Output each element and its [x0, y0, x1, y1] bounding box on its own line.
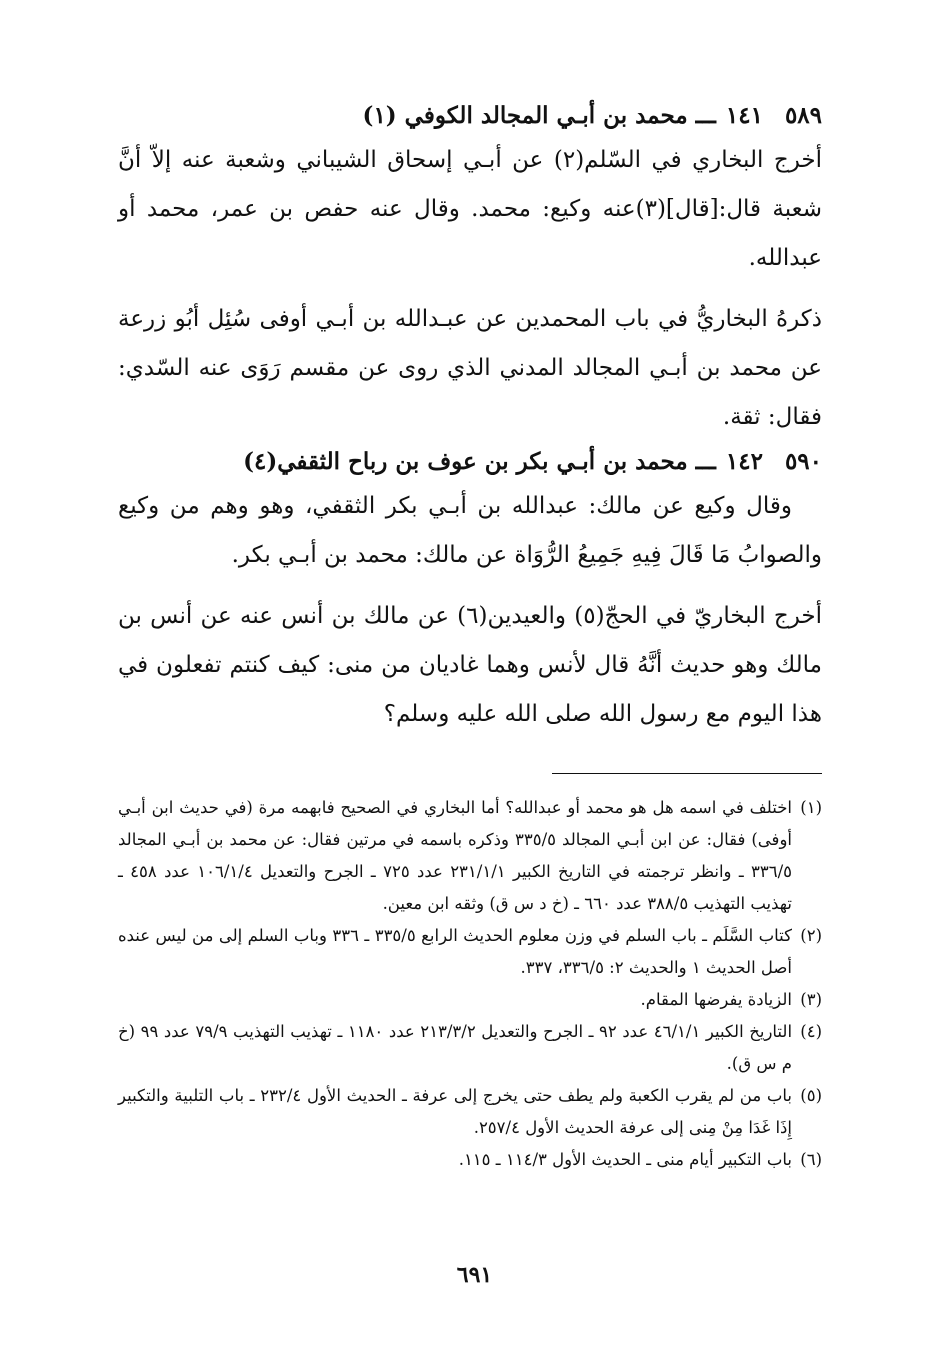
footnote-text: باب التكبير أيام منى ـ الحديث الأول ١١٤/٣ ـ ١١٥.	[458, 1150, 792, 1169]
footnote	[118, 984, 822, 1016]
entry-title: ـــ محمد بن أبـي بكر بن عوف بن رباح الثقفي(٤)	[243, 448, 716, 475]
footnote-marker: (٤)	[800, 1022, 822, 1041]
entry-589	[118, 96, 822, 442]
footnotes	[118, 792, 822, 1176]
footnote-marker: (٦)	[800, 1150, 822, 1169]
footnote-marker: (٥)	[800, 1086, 822, 1105]
footnote-divider	[552, 773, 822, 774]
entry-title: ـــ محمد بن أبـي المجالد الكوفي (١)	[362, 102, 716, 129]
footnote-marker: (٢)	[800, 926, 822, 945]
entry-number: ٥٨٩	[784, 102, 822, 129]
entry-590	[118, 442, 822, 739]
footnote	[118, 792, 822, 920]
footnote-text: اختلف في اسمه هل هو محمد أو عبدالله؟ أما البخاري في الصحيح فابهمه مرة (في حديث ابن أبـي أوفى) فقال: عن ابن أبـي المجالد ٣٣٥/٥ وذكره باسمه في مرتين فقال: عن محمد بن أبـي المجالد ٣٣٦/٥ ـ وانظر ترجمته في التاريخ الكبير ٢٣١/١/١ عدد ٧٢٥ ـ الجرح والتعديل ١٠٦/١/٤ عدد ٤٥٨ ـ تهذيب التهذيب ٣٨٨/٥ عدد ٦٦٠ ـ (خ د س ق) وثقه ابن معين.	[118, 798, 793, 913]
footnote	[118, 920, 822, 984]
paragraph: أخرج البخاري في السّلم(٢) عن أبـي إسحاق الشيباني وشعبة عنه إلاّ أنَّ شعبة قال:[قال](٣)عنه وكيع: محمد. وقال عنه حفص بن عمر، محمد أو عبدالله.	[118, 147, 823, 271]
footnote-text: كتاب السَّلَم ـ باب السلم في وزن معلوم الحديث الرابع ٣٣٥/٥ ـ ٣٣٦ وباب السلم إلى من ليس عنده أصل الحديث ١ والحديث ٢: ٣٣٦/٥، ٣٣٧.	[118, 926, 793, 977]
page-body	[118, 96, 822, 1176]
footnote-text: باب من لم يقرب الكعبة ولم يطف حتى يخرج إلى عرفة ـ الحديث الأول ٢٣٢/٤ ـ باب التلبية والتكبير إِذَا غَدَا مِنْ مِنى إلى عرفة الحديث الأول ٢٥٧/٤.	[118, 1086, 792, 1137]
entry-sub-number: ١٤٢	[725, 448, 763, 475]
footnote-text: التاريخ الكبير ٤٦/١/١ عدد ٩٢ ـ الجرح والتعديل ٢١٣/٣/٢ عدد ١١٨٠ ـ تهذيب التهذيب ٧٩/٩ عدد ٩٩ (خ م س ق).	[118, 1022, 793, 1073]
entry-heading	[118, 442, 822, 482]
entry-number: ٥٩٠	[784, 448, 822, 475]
footnote-marker: (١)	[800, 798, 822, 817]
footnote	[118, 1080, 822, 1144]
entry-sub-number: ١٤١	[725, 102, 763, 129]
footnote	[118, 1144, 822, 1176]
footnote-text: الزيادة يفرضها المقام.	[640, 990, 792, 1009]
paragraph: ذكرهُ البخاريُّ في باب المحمدين عن عبـدالله بن أبـي أوفى سُئِل أبُو زرعة عن محمد بن أبـي المجالد المدني الذي روى عن مقسم رَوَى عنه السّدي: فقال: ثقة.	[118, 306, 822, 430]
page-number: ٦٩١	[456, 1262, 493, 1288]
entry-heading	[118, 96, 822, 136]
footnote	[118, 1016, 822, 1080]
footnote-marker: (٣)	[800, 990, 822, 1009]
paragraph: وقال وكيع عن مالك: عبدالله بن أبـي بكر الثقفي، وهو وهم من وكيع والصوابُ مَا قَالَ فِيهِ جَمِيعُ الرُّوَاة عن مالك: محمد بن أبـي بكر.	[118, 493, 822, 568]
paragraph: أخرج البخاريّ في الحجّ(٥) والعيدين(٦) عن مالك بن أنس عنه عن أنس بن مالك وهو حديث أنَّهُ قال لأنس وهما غاديان من منى: كيف كنتم تفعلون في هذا اليوم مع رسول الله صلى الله عليه وسلم؟	[118, 603, 823, 727]
